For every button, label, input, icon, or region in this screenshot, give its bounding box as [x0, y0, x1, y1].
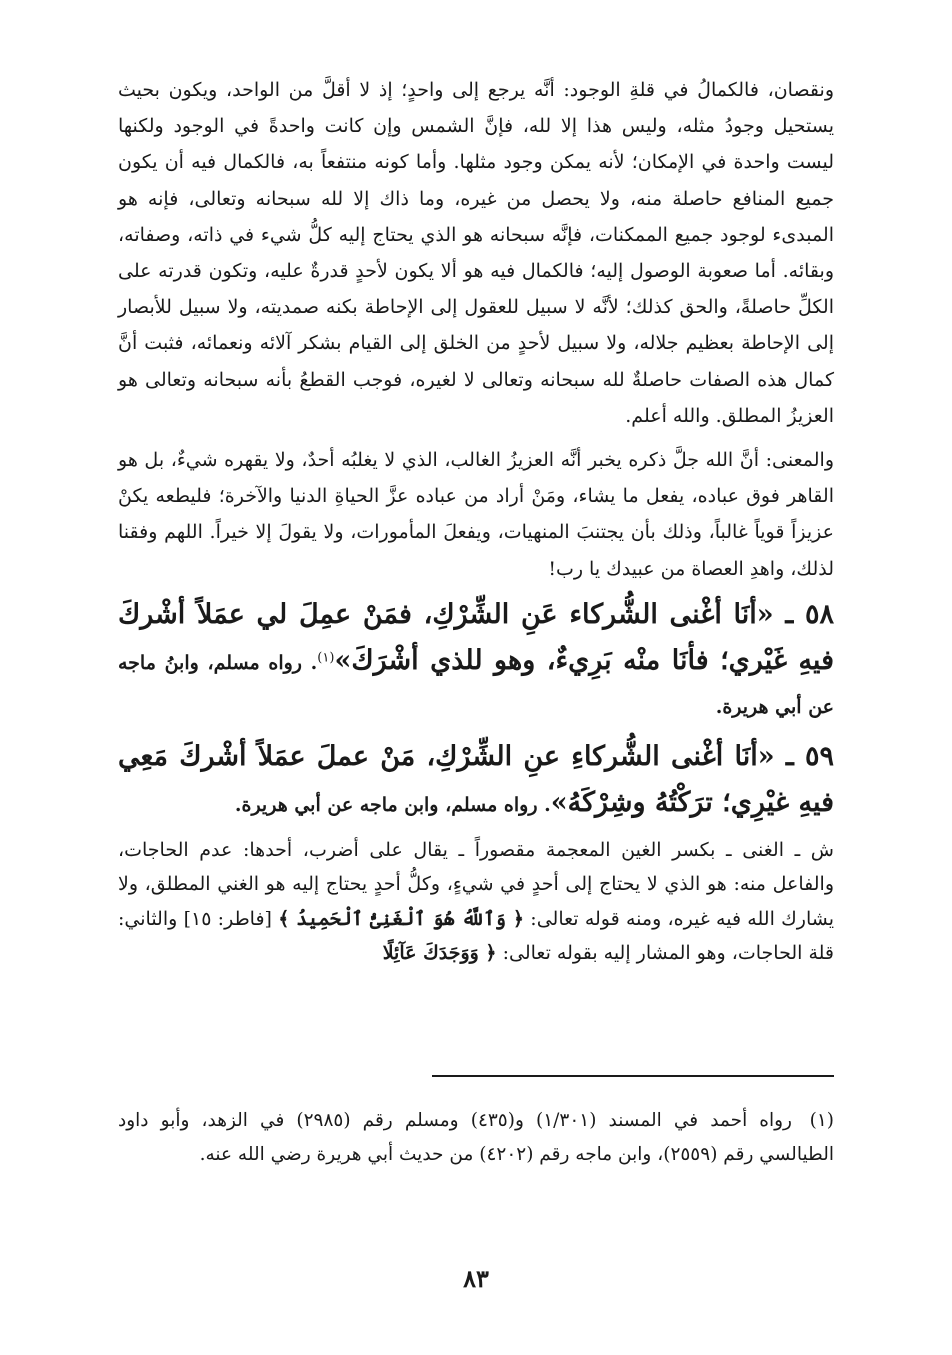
quran-verse-2: ﴿ وَوَجَدَكَ عَآئِلًا	[382, 942, 497, 965]
hadith-58-text: ٥٨ ـ «أنَا أغْنى الشُّركاء عَنِ الشِّرْكِ، فمَنْ عمِلَ لي عمَلاً أشْركَ فيهِ غَيْري؛ فأنَا منْه بَرِيءٌ، وهو للذي أشْرَكَ»	[118, 598, 834, 676]
sharh-text-2: [فاطر: ١٥] والثاني: قلة الحاجات، وهو المشار إليه بقوله تعالى:	[118, 907, 834, 965]
sharh-paragraph	[118, 833, 834, 971]
page-number: ٨٣	[463, 1264, 489, 1293]
sharh-text-1: ش ـ الغنى ـ بكسر الغين المعجمة مقصوراً ـ يقال على أضرب، أحدها: عدم الحاجات، والفاعل منه: هو الذي لا يحتاج إلى أحدٍ في شيءٍ، وكلُّ أحدٍ يحتاج إليه هو الغني المطلق، ولا يشارك الله فيه غيره، ومنه قوله تعالى:	[118, 838, 834, 930]
hadith-59-source: . رواه مسلم، وابن ماجه عن أبي هريرة.	[234, 793, 551, 816]
hadith-58	[118, 593, 834, 729]
page-body	[118, 72, 834, 971]
meaning-paragraph: والمعنى: أنَّ الله جلَّ ذكره يخبر أنَّه العزيزُ الغالب، الذي لا يغلبُه أحدٌ، ولا يقهره شيءٌ، بل هو القاهر فوق عباده، يفعل ما يشاء، ومَنْ أراد من عباده عزَّ الحياةِ الدنيا والآخرة؛ فليطعه يكنْ عزيزاً قوياً غالباً، وذلك بأن يجتنبَ المنهيات، ويفعلَ المأمورات، ولا يقولَ إلا خيراً. اللهم وفقنا لذلك، واهدِ العصاة من عبيدك يا رب!	[118, 449, 834, 580]
hadith-58-source: . رواه مسلم، وابنُ ماجه عن أبي هريرة.	[118, 651, 834, 718]
hadith-59	[118, 735, 834, 827]
footnote-text: رواه أحمد في المسند (١/٣٠١) و(٤٣٥) ومسلم رقم (٢٩٨٥) في الزهد، وأبو داود الطيالسي رقم (٢٥٥٩)، وابن ماجه رقم (٤٢٠٢) من حديث أبي هريرة رضي الله عنه.	[118, 1110, 834, 1165]
footnote-separator	[432, 1075, 834, 1077]
hadith-59-text: ٥٩ ـ «أنَا أغْنى الشُّركاءِ عنِ الشِّرْكِ، مَنْ عملَ عمَلاً أشْركَ مَعِي فيهِ غيْرِي؛ ترَكْتُهُ وشِرْكَهُ»	[118, 740, 834, 818]
footnote-ref-1: (١)	[317, 650, 335, 666]
footnote-1	[118, 1104, 834, 1172]
quran-verse-1: ﴿ وَٱللَّهُ هُوَ ٱلْغَنِىُّ ٱلْحَمِيدُ ﴾	[278, 907, 525, 930]
commentary-paragraph-1: ونقصان، فالكمالُ في قلةِ الوجود: أنَّه يرجع إلى واحدٍ؛ إذ لا أقلَّ من الواحد، ويكون بحيث يستحيل وجودُ مثله، وليس هذا إلا لله، فإنَّ الشمس وإن كانت واحدةً في الوجود ولكنها ليست واحدة في الإمكان؛ لأنه يمكن وجود مثلها. وأما كونه منتفعاً به، فالكمال فيه أن يكون جميع المنافع حاصلة منه، ولا يحصل من غيره، وما ذاك إلا لله سبحانه وتعالى، فإنه هو المبدىء لوجود جميع الممكنات، فإنَّه سبحانه هو الذي يحتاج إليه كلُّ شيء في ذاته، وصفاته، وبقائه. أما صعوبة الوصول إليه؛ فالكمال فيه هو ألا يكون لأحدٍ قدرةٌ عليه، وتكون قدرته على الكلِّ حاصلةً، والحق كذلك؛ لأنَّه لا سبيل للعقول إلى الإحاطة بكنه صمديته، ولا سبيل للأبصار إلى الإحاطة بعظيم جلاله، ولا سبيل لأحدٍ من الخلق إلى القيام بشكر آلائه ونعمائه، فثبت أنَّ كمال هذه الصفات حاصلةٌ لله سبحانه وتعالى لا لغيره، فوجب القطعُ بأنه سبحانه وتعالى هو العزيزُ المطلق. والله أعلم.	[118, 79, 834, 427]
footnote-marker: (١)	[809, 1110, 834, 1131]
